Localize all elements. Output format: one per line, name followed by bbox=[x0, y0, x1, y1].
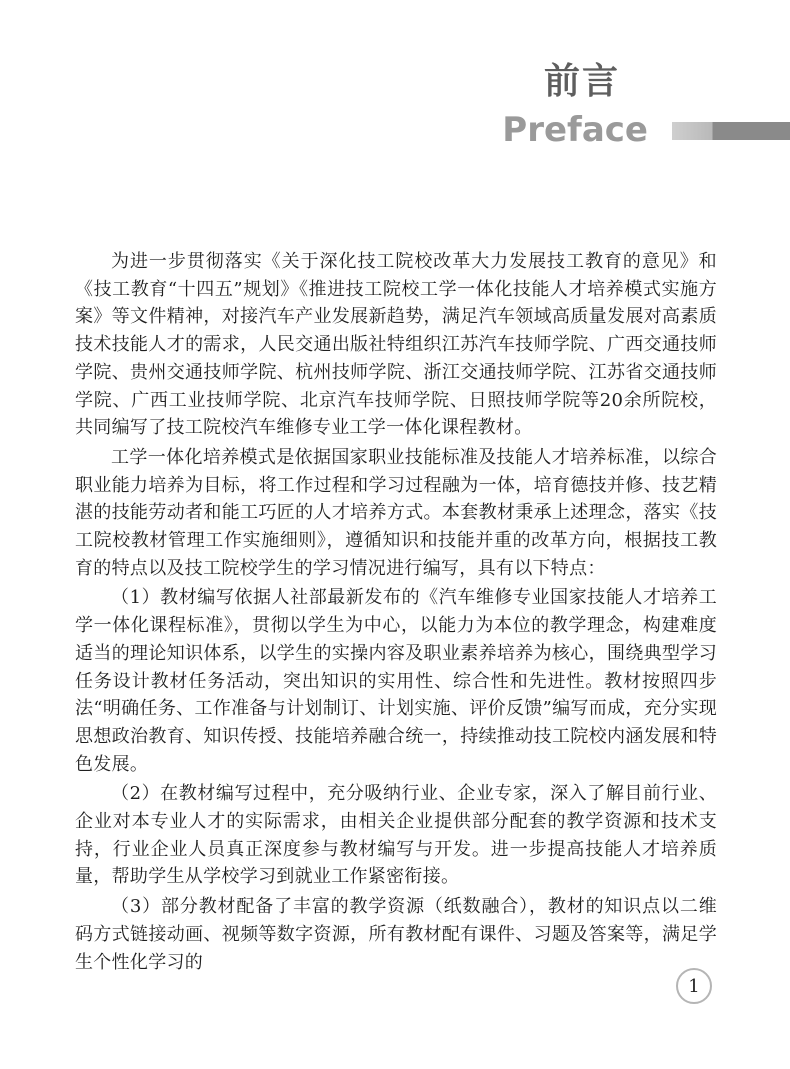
title-decoration-bar bbox=[672, 122, 790, 140]
paragraph-training-model: 工学一体化培养模式是依据国家职业技能标准及技能人才培养标准，以综合职业能力培养为目标，将工作过程和学习过程融为一体，培育德技并修、技艺精湛的技能劳动者和能工巧匠的人才培养方式。本套教材秉承上述理念，落实《技工院校教材管理工作实施细则》，遵循知识和技能并重的改革方向，根据技工教育的特点以及技工院校学生的学习情况进行编写，具有以下特点： bbox=[75, 446, 717, 579]
paragraph-feature-1: （1）教材编写依据人社部最新发布的《汽车维修专业国家技能人才培养工学一体化课程标准》，贯彻以学生为中心，以能力为本位的教学理念，构建难度适当的理论知识体系，以学生的实操内容及职业素养培养为核心，围绕典型学习任务设计教材任务活动，突出知识的实用性、综合性和先进性。教材按照四步法“明确任务、工作准备与计划制订、计划实施、评价反馈”编写而成，充分实现思想政治教育、知识传授、技能培养融合统一，持续推动技工院校内涵发展和特色发展。 bbox=[75, 587, 717, 775]
page-number: 1 bbox=[676, 968, 712, 1004]
body-text bbox=[75, 248, 717, 978]
paragraph-feature-2: （2）在教材编写过程中，充分吸纳行业、企业专家，深入了解目前行业、企业对本专业人才的实际需求，由相关企业提供部分配套的教学资源和技术支持，行业企业人员真正深度参与教材编写与开发。进一步提高技能人才培养质量，帮助学生从学校学习到就业工作紧密衔接。 bbox=[75, 783, 717, 888]
paragraph-feature-3: （3）部分教材配备了丰富的教学资源（纸数融合），教材的知识点以二维码方式链接动画、视频等数字资源，所有教材配有课件、习题及答案等，满足学生个性化学习的 bbox=[75, 896, 717, 973]
page-subtitle: Preface bbox=[502, 110, 648, 150]
page-title: 前言 bbox=[543, 61, 620, 102]
paragraph-intro: 为进一步贯彻落实《关于深化技工院校改革大力发展技工教育的意见》和《技工教育“十四五”规划》《推进技工院校工学一体化技能人才培养模式实施方案》等文件精神，对接汽车产业发展新趋势，满足汽车领域高质量发展对高素质技术技能人才的需求，人民交通出版社特组织江苏汽车技师学院、广西交通技师学院、贵州交通技师学院、杭州技师学院、浙江交通技师学院、江苏省交通技师学院、广西工业技师学院、北京汽车技师学院、日照技师学院等20余所院校，共同编写了技工院校汽车维修专业工学一体化课程教材。 bbox=[75, 251, 717, 439]
